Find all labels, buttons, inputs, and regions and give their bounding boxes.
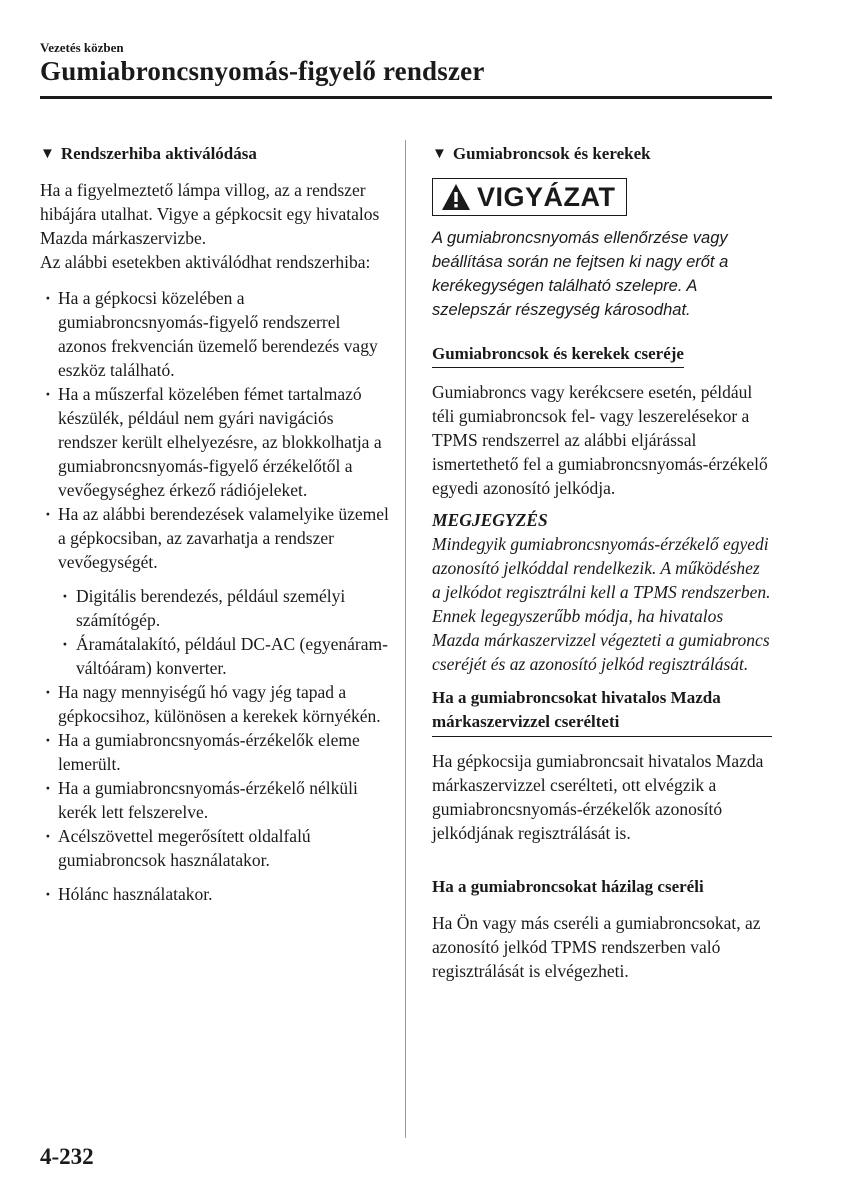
caution-label: VIGYÁZAT bbox=[477, 182, 616, 212]
list-item: · Hólánc használatakor. bbox=[40, 882, 390, 906]
section-heading-tires-wheels bbox=[432, 142, 772, 166]
fault-cause-list bbox=[40, 286, 390, 574]
left-column bbox=[40, 142, 390, 906]
title-rule bbox=[40, 96, 772, 99]
sub-list-item: · Áramátalakító, például DC-AC (egyenáram-váltóáram) konverter. bbox=[40, 632, 390, 680]
fault-cause-list-continued bbox=[40, 680, 390, 906]
section-heading-system-fault bbox=[40, 142, 390, 166]
subheading-self-replacement: Ha a gumiabroncsokat házilag cseréli bbox=[432, 877, 704, 896]
page-title: Gumiabroncsnyomás-figyelő rendszer bbox=[40, 56, 485, 86]
list-item: · Ha a műszerfal közelében fémet tartalmazó készülék, például nem gyári navigációs rendszer került elhelyezésre, az blokkolhatja a gumiabroncsnyomás-figyelő érzékelőtől a vevőegységhez érkező rádiójeleket. bbox=[40, 382, 390, 502]
note-title: MEGJEGYZÉS bbox=[432, 510, 548, 530]
down-triangle-icon: ▼ bbox=[40, 146, 55, 162]
list-item: · Ha nagy mennyiségű hó vagy jég tapad a gépkocsihoz, különösen a kerekek környékén. bbox=[40, 680, 390, 728]
intro-text: Ha a figyelmeztető lámpa villog, az a rendszer hibájára utalhat. Vigye a gépkocsit egy hivatalos Mazda márkaszervizbe. bbox=[40, 180, 380, 248]
list-item: · Acélszövettel megerősített oldalfalú gumiabroncsok használatakor. bbox=[40, 824, 390, 872]
caution-text: A gumiabroncsnyomás ellenőrzése vagy beállítása során ne fejtsen ki nagy erőt a kerékegységen található szelepre. A szelepszár részegység károsodhat. bbox=[432, 229, 729, 319]
list-item: · Ha a gépkocsi közelében a gumiabroncsnyomás-figyelő rendszerrel azonos frekvencián üzemelő berendezés vagy eszköz található. bbox=[40, 286, 390, 382]
right-column bbox=[432, 142, 772, 983]
section-heading-label: Gumiabroncsok és kerekek bbox=[452, 144, 651, 163]
subheading-tire-replacement: Gumiabroncsok és kerekek cseréje bbox=[432, 342, 684, 368]
page-number: 4-232 bbox=[40, 1144, 94, 1169]
intro-text: Az alábbi esetekben aktiválódhat rendszerhiba: bbox=[40, 252, 371, 272]
list-item: · Ha a gumiabroncsnyomás-érzékelő nélküli kerék lett felszerelve. bbox=[40, 776, 390, 824]
section-label: Vezetés közben bbox=[40, 40, 124, 55]
subheading-dealer-replacement: Ha a gumiabroncsokat hivatalos Mazda márkaszervizzel cserélteti bbox=[432, 686, 772, 737]
list-item: · Ha az alábbi berendezések valamelyike üzemel a gépkocsiban, az zavarhatja a rendszer vevőegységét. bbox=[40, 502, 390, 574]
note-text: Mindegyik gumiabroncsnyomás-érzékelő egyedi azonosító jelkóddal rendelkezik. A működéshez a jelkódot regisztrálni kell a TPMS rendszerben. Ennek legegyszerűbb módja, ha hivatalos Mazda márkaszervizzel végezteti a gumiabroncs cseréjét és az azonosító jelkód regisztrálását. bbox=[432, 534, 771, 674]
list-item: · Ha a gumiabroncsnyomás-érzékelők eleme lemerült. bbox=[40, 728, 390, 776]
down-triangle-icon: ▼ bbox=[432, 146, 447, 162]
caution-box bbox=[432, 178, 627, 216]
device-sub-list bbox=[40, 584, 390, 680]
warning-triangle-icon bbox=[441, 183, 471, 211]
paragraph: Gumiabroncs vagy kerékcsere esetén, például téli gumiabroncsok fel- vagy leszerelésekor a TPMS rendszerrel az alábbi eljárással ismertethető fel a gumiabroncsnyomás-érzékelő egyedi azonosító jelkódja. bbox=[432, 382, 768, 498]
paragraph: Ha Ön vagy más cseréli a gumiabroncsokat, az azonosító jelkód TPMS rendszerben való regisztrálását is elvégezheti. bbox=[432, 913, 761, 981]
section-heading-label: Rendszerhiba aktiválódása bbox=[60, 144, 257, 163]
paragraph: Ha gépkocsija gumiabroncsait hivatalos Mazda márkaszervizzel cserélteti, ott elvégzik a gumiabroncsnyomás-érzékelők azonosító jelkódjának regisztrálását is. bbox=[432, 751, 764, 843]
sub-list-item: · Digitális berendezés, például személyi számítógép. bbox=[40, 584, 390, 632]
column-divider bbox=[405, 140, 406, 1138]
